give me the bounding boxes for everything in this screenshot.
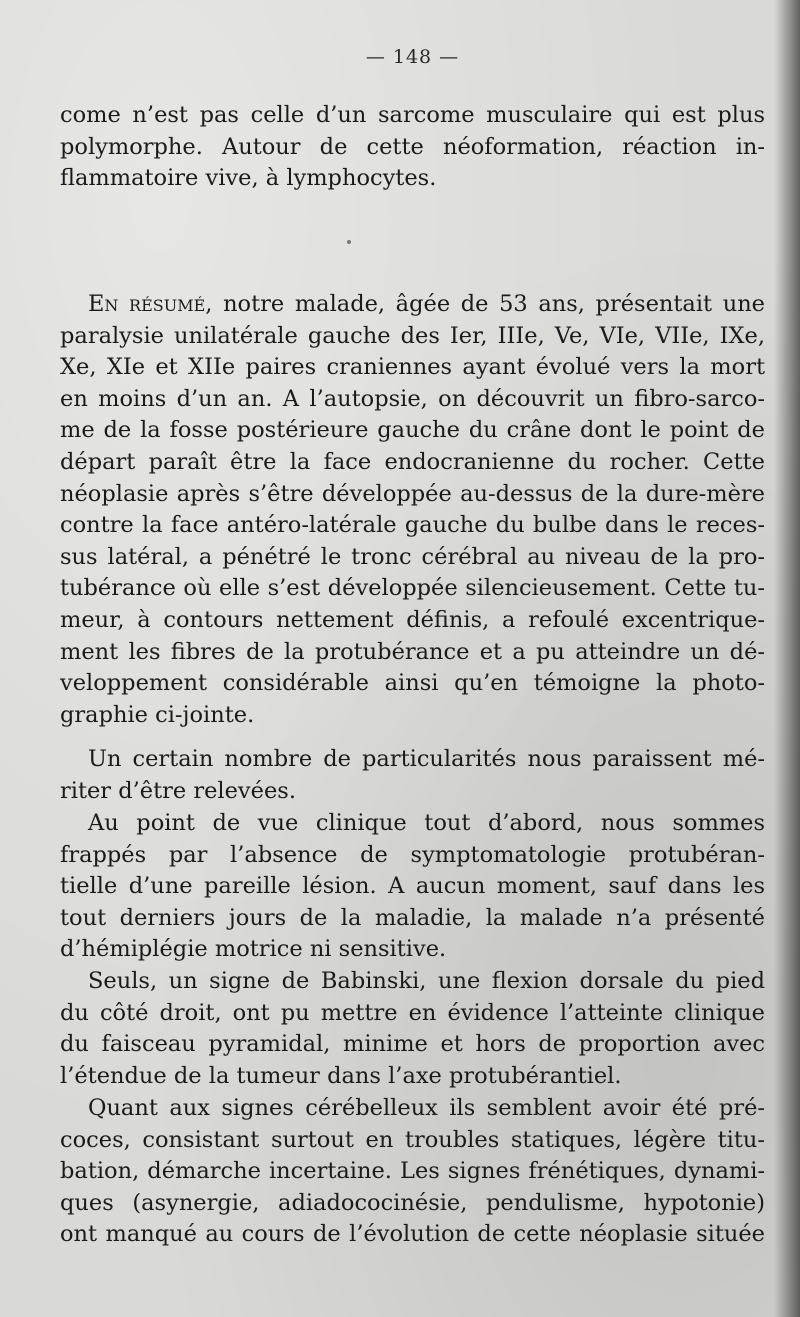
paper-speck — [347, 240, 351, 244]
text-line: polymorphe. Autour de cette néoformation, réaction in- — [60, 133, 765, 160]
text-line: ques (asynergie, adiadococinésie, pendulisme, hypotonie) — [60, 1189, 765, 1216]
page-edge-shadow — [774, 0, 800, 1317]
text-line: ment les fibres de la protubérance et a pu atteindre un dé- — [60, 638, 765, 665]
text-line: l’étendue de la tumeur dans l’axe protubérantiel. — [60, 1062, 622, 1089]
text-line: Au point de vue clinique tout d’abord, nous sommes — [88, 810, 765, 836]
paragraph-3 — [60, 744, 765, 807]
text-line: meur, à contours nettement définis, a refoulé excentrique- — [60, 606, 765, 633]
text-line: Un certain nombre de particularités nous paraissent mé- — [88, 746, 765, 772]
book-page — [60, 0, 765, 1317]
text-line: bation, démarche incertaine. Les signes frénétiques, dynami- — [60, 1158, 765, 1185]
text-line: tubérance où elle s’est développée silencieusement. Cette tu- — [60, 575, 765, 602]
text-line: tielle d’une pareille lésion. A aucun moment, sauf dans les — [60, 873, 765, 900]
text-line: riter d’être relevées. — [60, 777, 296, 804]
paragraph-1 — [60, 100, 765, 195]
paragraph-5 — [60, 966, 765, 1092]
text-line: coces, consistant surtout en troubles statiques, légère titu- — [60, 1126, 765, 1153]
text-line: veloppement considérable ainsi qu’en témoigne la photo- — [60, 670, 765, 697]
text-line: néoplasie après s’être développée au-dessus de la dure-mère — [60, 480, 765, 507]
text-line: ont manqué au cours de l’évolution de cette néoplasie située — [60, 1221, 765, 1248]
text-line: me de la fosse postérieure gauche du crâne dont le point de — [60, 417, 765, 444]
text-line: graphie ci-jointe. — [60, 701, 255, 728]
text-line: Seuls, un signe de Babinski, une flexion dorsale du pied — [88, 968, 765, 994]
text-line-rest: notre malade, âgée de 53 ans, présentait une — [223, 291, 765, 317]
paragraph-6 — [60, 1093, 765, 1251]
text-line: paralysie unilatérale gauche des Ier, IIIe, Ve, VIe, VIIe, IXe, — [60, 322, 765, 349]
text-line: d’hémiplégie motrice ni sensitive. — [60, 936, 447, 963]
text-line: du faisceau pyramidal, minime et hors de proportion avec — [60, 1031, 765, 1058]
page-number: — 148 — — [365, 46, 460, 68]
text-line: come n’est pas celle d’un sarcome musculaire qui est plus — [60, 102, 765, 128]
text-line: sus latéral, a pénétré le tronc cérébral au niveau de la pro- — [60, 543, 765, 570]
text-line: flammatoire vive, à lymphocytes. — [60, 165, 437, 192]
summary-lead: En résumé, — [88, 291, 213, 317]
text-line: frappés par l’absence de symptomatologie protubéran- — [60, 841, 765, 868]
text-line: du côté droit, ont pu mettre en évidence l’atteinte clinique — [60, 999, 765, 1026]
paragraph-4 — [60, 808, 765, 966]
text-line: en moins d’un an. A l’autopsie, on découvrit un fibro-sarco- — [60, 385, 765, 412]
text-line: contre la face antéro-latérale gauche du bulbe dans le reces- — [60, 512, 765, 539]
text-line: Quant aux signes cérébelleux ils semblent avoir été pré- — [88, 1095, 765, 1121]
text-line: Xe, XIe et XIIe paires craniennes ayant évolué vers la mort — [60, 354, 765, 381]
text-line — [60, 289, 765, 321]
text-line: départ paraît être la face endocranienne du rocher. Cette — [60, 448, 765, 475]
text-line: tout derniers jours de la maladie, la malade n’a présenté — [60, 904, 765, 931]
paragraph-summary — [60, 289, 765, 731]
